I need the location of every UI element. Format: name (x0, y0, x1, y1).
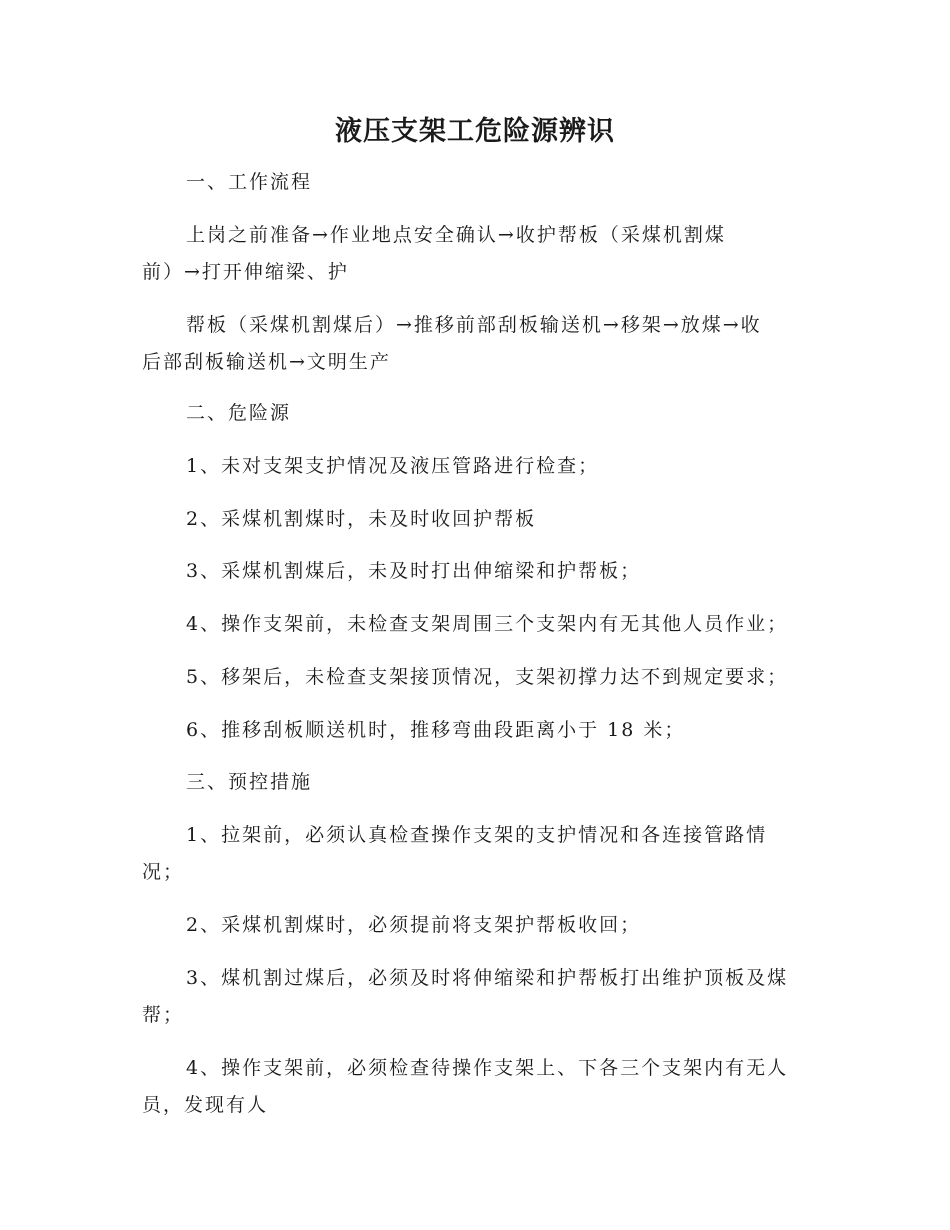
paragraph-line: 后部刮板输送机→文明生产 (142, 351, 391, 373)
paragraph-line: 4、操作支架前，必须检查待操作支架上、下各三个支架内有无人 (186, 1057, 789, 1079)
paragraph-line: 帮板（采煤机割煤后）→推移前部刮板输送机→移架→放煤→收 (186, 314, 762, 336)
paragraph-line: 3、采煤机割煤后，未及时打出伸缩梁和护帮板； (186, 560, 642, 582)
paragraph-line: 5、移架后，未检查支架接顶情况，支架初撑力达不到规定要求； (186, 666, 789, 688)
section-heading-hazards (142, 395, 810, 432)
control-item (142, 817, 810, 891)
paragraph-line: 员，发现有人 (142, 1094, 269, 1116)
document-title: 液压支架工危险源辨识 (335, 116, 615, 147)
paragraph-line: 6、推移刮板顺送机时，推移弯曲段距离小于 18 米； (186, 719, 686, 741)
paragraph-line: 前）→打开伸缩梁、护 (142, 261, 349, 283)
workflow-paragraph (142, 217, 810, 291)
hazard-item (142, 606, 810, 643)
paragraph-line: 一、工作流程 (186, 171, 313, 193)
hazard-item (142, 553, 810, 590)
paragraph-line: 况； (142, 861, 185, 883)
paragraph-line: 2、采煤机割煤时，未及时收回护帮板 (186, 508, 537, 530)
section-heading-workflow (142, 164, 810, 201)
paragraph-line: 二、危险源 (186, 402, 292, 424)
paragraph-line: 3、煤机割过煤后，必须及时将伸缩梁和护帮板打出维护顶板及煤 (186, 967, 789, 989)
hazard-item (142, 712, 810, 749)
paragraph-line: 三、预控措施 (186, 771, 313, 793)
paragraph-line: 帮； (142, 1004, 185, 1026)
section-heading-controls (142, 764, 810, 801)
paragraph-line: 4、操作支架前，未检查支架周围三个支架内有无其他人员作业； (186, 613, 789, 635)
control-item (142, 907, 810, 944)
paragraph-line: 2、采煤机割煤时，必须提前将支架护帮板收回； (186, 914, 642, 936)
control-item (142, 1050, 810, 1124)
hazard-item (142, 448, 810, 485)
workflow-paragraph (142, 307, 810, 381)
hazard-item (142, 501, 810, 538)
paragraph-line: 1、未对支架支护情况及液压管路进行检查； (186, 455, 600, 477)
control-item (142, 960, 810, 1034)
hazard-item (142, 659, 810, 696)
paragraph-line: 上岗之前准备→作业地点安全确认→收护帮板（采煤机割煤 (186, 224, 726, 246)
paragraph-line: 1、拉架前，必须认真检查操作支架的支护情况和各连接管路情 (186, 824, 768, 846)
